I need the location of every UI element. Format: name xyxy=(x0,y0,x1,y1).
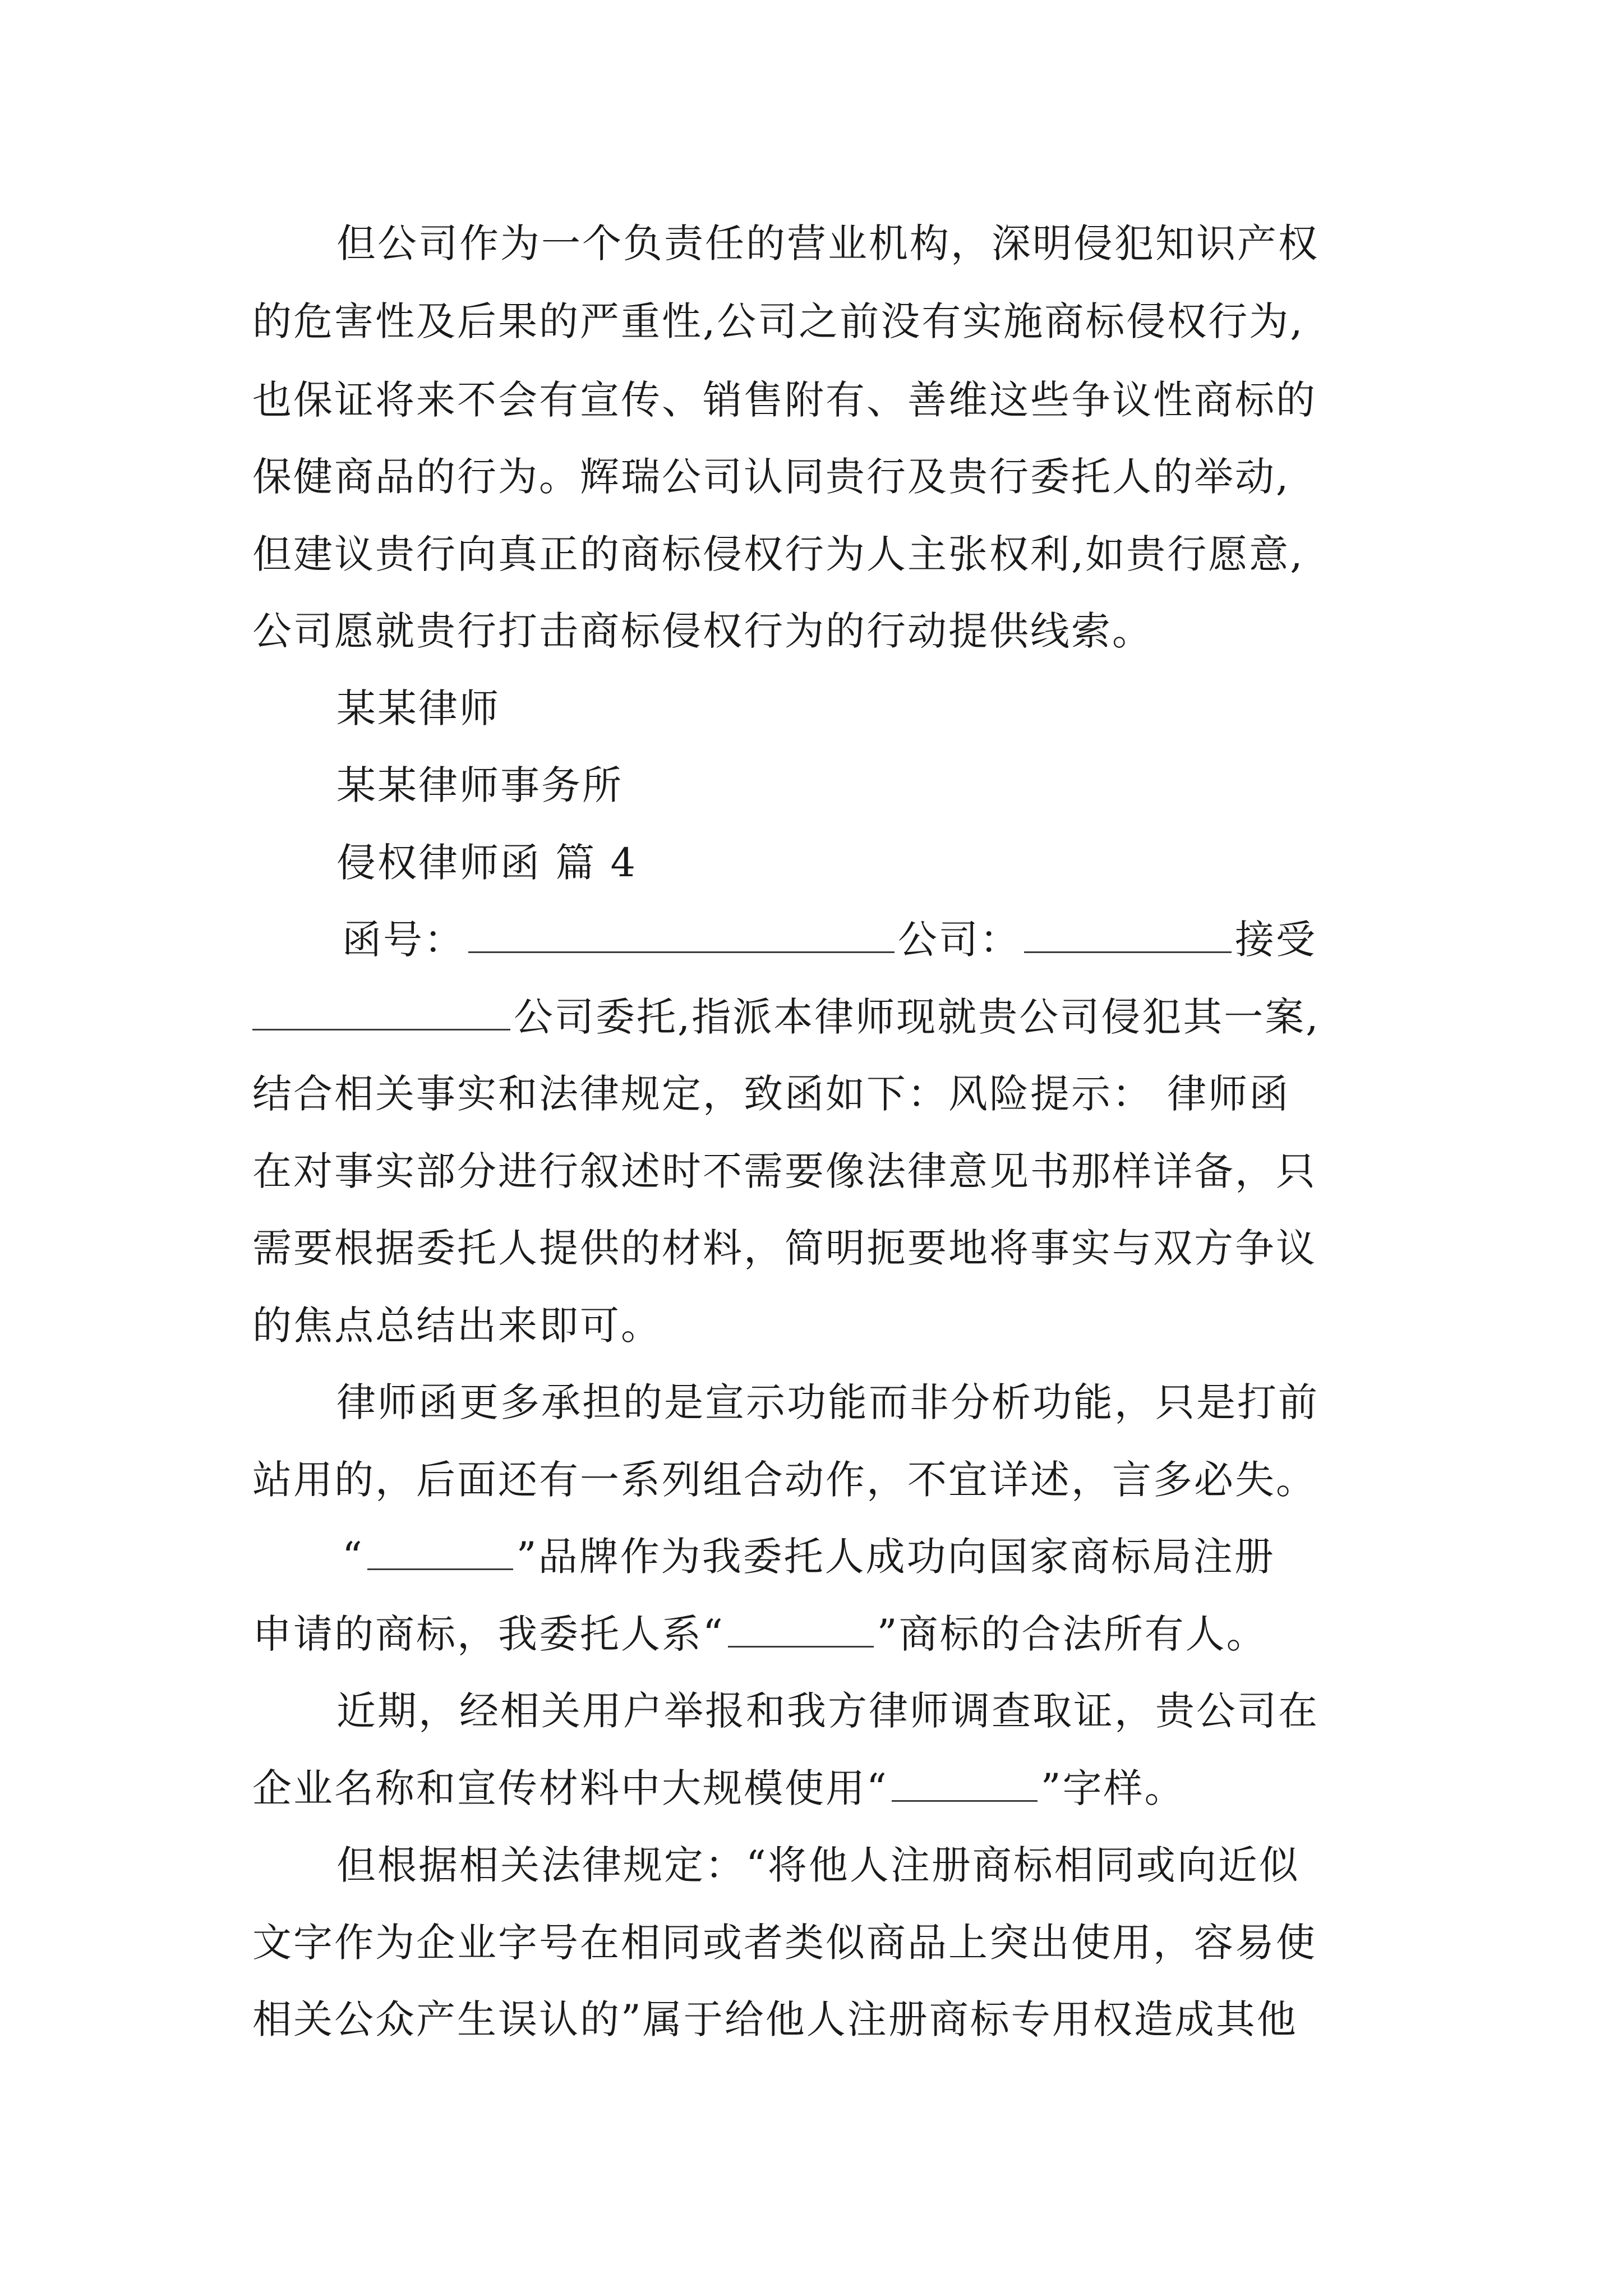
paragraph-line: 在对事实部分进行叙述时不需要像法律意见书那样详备，只 xyxy=(252,1148,1317,1194)
paragraph-line: 近期，经相关用户举报和我方律师调查取证，贵公司在 xyxy=(336,1688,1319,1734)
paragraph-line xyxy=(252,989,1320,1045)
paragraph-line: 文字作为企业字号在相同或者类似商品上突出使用，容易使 xyxy=(252,1920,1317,1966)
letter-number-blank xyxy=(468,918,895,953)
wording-blank xyxy=(892,1766,1038,1802)
paragraph-line: 保健商品的行为。辉瑞公司认同贵行及贵行委托人的举动, xyxy=(252,454,1290,500)
paragraph-line: 站用的，后面还有一系列组合动作，不宜详述，言多必失。 xyxy=(252,1457,1317,1503)
line-text: 申请的商标，我委托人系“ xyxy=(252,1611,725,1657)
trademark-blank xyxy=(728,1612,874,1648)
line-text: ”商标的合法所有人。 xyxy=(877,1611,1267,1657)
client-company-blank xyxy=(252,995,510,1030)
paragraph-line: 需要根据委托人提供的材料，简明扼要地将事实与双方争议 xyxy=(252,1225,1317,1271)
line-text: 企业名称和宣传材料中大规模使用“ xyxy=(252,1765,888,1811)
paragraph-line: 的焦点总结出来即可。 xyxy=(252,1303,662,1349)
line-text: 公司委托,指派本律师现就贵公司侵犯其一案, xyxy=(514,994,1320,1040)
paragraph-line: 但公司作为一个负责任的营业机构，深明侵犯知识产权 xyxy=(336,220,1319,266)
accept-text: 接受 xyxy=(1235,917,1317,963)
signature-firm: 某某律师事务所 xyxy=(336,762,623,808)
paragraph-line: 的危害性及后果的严重性,公司之前没有实施商标侵权行为, xyxy=(252,298,1304,344)
paragraph-line: 结合相关事实和法律规定，致函如下：风险提示： 律师函 xyxy=(252,1071,1290,1117)
paragraph-line: 公司愿就贵行打击商标侵权行为的行动提供线索。 xyxy=(252,608,1153,654)
paragraph-line xyxy=(342,1529,1275,1585)
brand-blank xyxy=(367,1535,513,1570)
paragraph-line: 律师函更多承担的是宣示功能而非分析功能，只是打前 xyxy=(336,1379,1319,1425)
paragraph-line xyxy=(252,1606,1267,1662)
paragraph-line: 相关公众产生误认的”属于给他人注册商标专用权造成其他 xyxy=(252,1996,1298,2042)
paragraph-line: 但建议贵行向真正的商标侵权行为人主张权利,如贵行愿意, xyxy=(252,531,1304,577)
letter-number-label: 函号： xyxy=(342,917,465,963)
signature-name: 某某律师 xyxy=(336,685,500,731)
company-label: 公司： xyxy=(898,917,1021,963)
line-text: ”字样。 xyxy=(1040,1765,1186,1811)
section-heading: 侵权律师函 篇 4 xyxy=(336,840,638,886)
letter-number-line xyxy=(342,912,1317,968)
line-text: “ xyxy=(342,1534,364,1580)
paragraph-line: 也保证将来不会有宣传、销售附有、善维这些争议性商标的 xyxy=(252,377,1317,423)
paragraph-line xyxy=(252,1760,1186,1816)
line-text: ”品牌作为我委托人成功向国家商标局注册 xyxy=(516,1534,1275,1580)
company-blank xyxy=(1024,918,1232,953)
paragraph-line: 但根据相关法律规定：“将他人注册商标相同或向近似 xyxy=(336,1842,1300,1888)
